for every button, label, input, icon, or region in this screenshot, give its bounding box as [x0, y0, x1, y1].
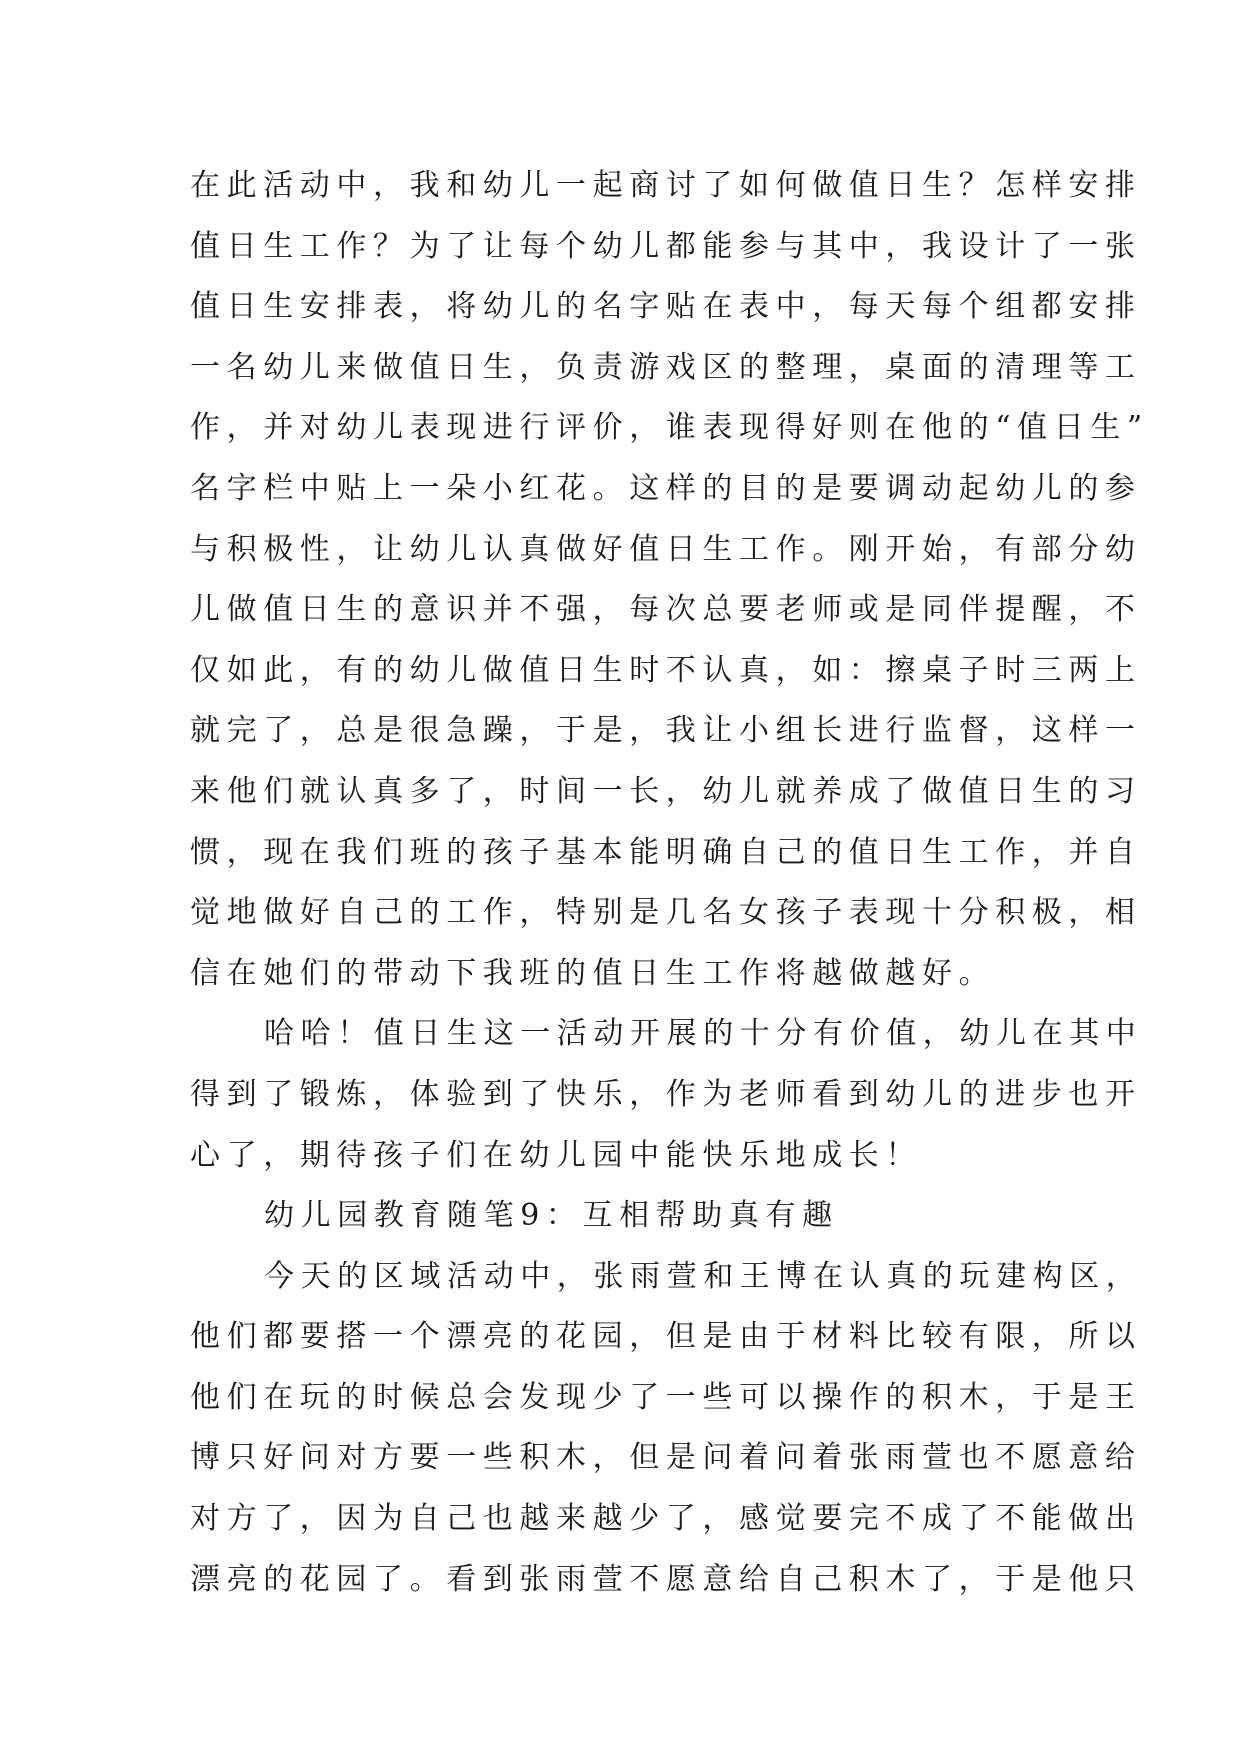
- text-line: 对方了，因为自己也越来越少了，感觉要完不成了不能做出: [190, 1501, 1142, 1537]
- text-line: 今天的区域活动中，张雨萱和王博在认真的玩建构区，: [264, 1258, 1143, 1294]
- text-line: 作，并对幼儿表现进行评价，谁表现得好则在他的“值日生”: [190, 410, 1149, 446]
- text-line: 在此活动中，我和幼儿一起商讨了如何做值日生？怎样安排: [190, 168, 1142, 203]
- text-line: 他们在玩的时候总会发现少了一些可以操作的积木，于是王: [190, 1379, 1142, 1415]
- text-line: 觉地做好自己的工作，特别是几名女孩子表现十分积极，相: [190, 895, 1142, 931]
- text-line: 来他们就认真多了，时间一长，幼儿就养成了做值日生的习: [190, 773, 1142, 809]
- text-line: 惯，现在我们班的孩子基本能明确自己的值日生工作，并自: [190, 834, 1142, 870]
- document-body: [190, 156, 1149, 1610]
- text-line: 一名幼儿来做值日生，负责游戏区的整理，桌面的清理等工: [190, 349, 1142, 385]
- text-line: 漂亮的花园了。看到张雨萱不愿意给自己积木了，于是他只: [190, 1561, 1142, 1597]
- text-line: 幼儿园教育随笔9：互相帮助真有趣: [264, 1198, 839, 1234]
- text-line: 得到了锻炼，体验到了快乐，作为老师看到幼儿的进步也开: [190, 1076, 1142, 1112]
- text-line: 博只好问对方要一些积木，但是问着问着张雨萱也不愿意给: [190, 1440, 1142, 1476]
- text-line: 值日生工作？为了让每个幼儿都能参与其中，我设计了一张: [190, 228, 1142, 264]
- text-line: 信在她们的带动下我班的值日生工作将越做越好。: [190, 955, 996, 991]
- text-line: 与积极性，让幼儿认真做好值日生工作。刚开始，有部分幼: [190, 531, 1142, 567]
- text-line: 哈哈！值日生这一活动开展的十分有价值，幼儿在其中: [264, 1016, 1143, 1052]
- text-line: 心了，期待孩子们在幼儿园中能快乐地成长！: [190, 1137, 922, 1173]
- text-line: 值日生安排表，将幼儿的名字贴在表中，每天每个组都安排: [190, 289, 1142, 325]
- text-line: 儿做值日生的意识并不强，每次总要老师或是同伴提醒，不: [190, 592, 1142, 628]
- text-line: 名字栏中贴上一朵小红花。这样的目的是要调动起幼儿的参: [190, 470, 1142, 506]
- text-line: 仅如此，有的幼儿做值日生时不认真，如：擦桌子时三两上: [190, 652, 1142, 688]
- text-line: 他们都要搭一个漂亮的花园，但是由于材料比较有限，所以: [190, 1319, 1142, 1355]
- text-line: 就完了，总是很急躁，于是，我让小组长进行监督，这样一: [190, 713, 1142, 749]
